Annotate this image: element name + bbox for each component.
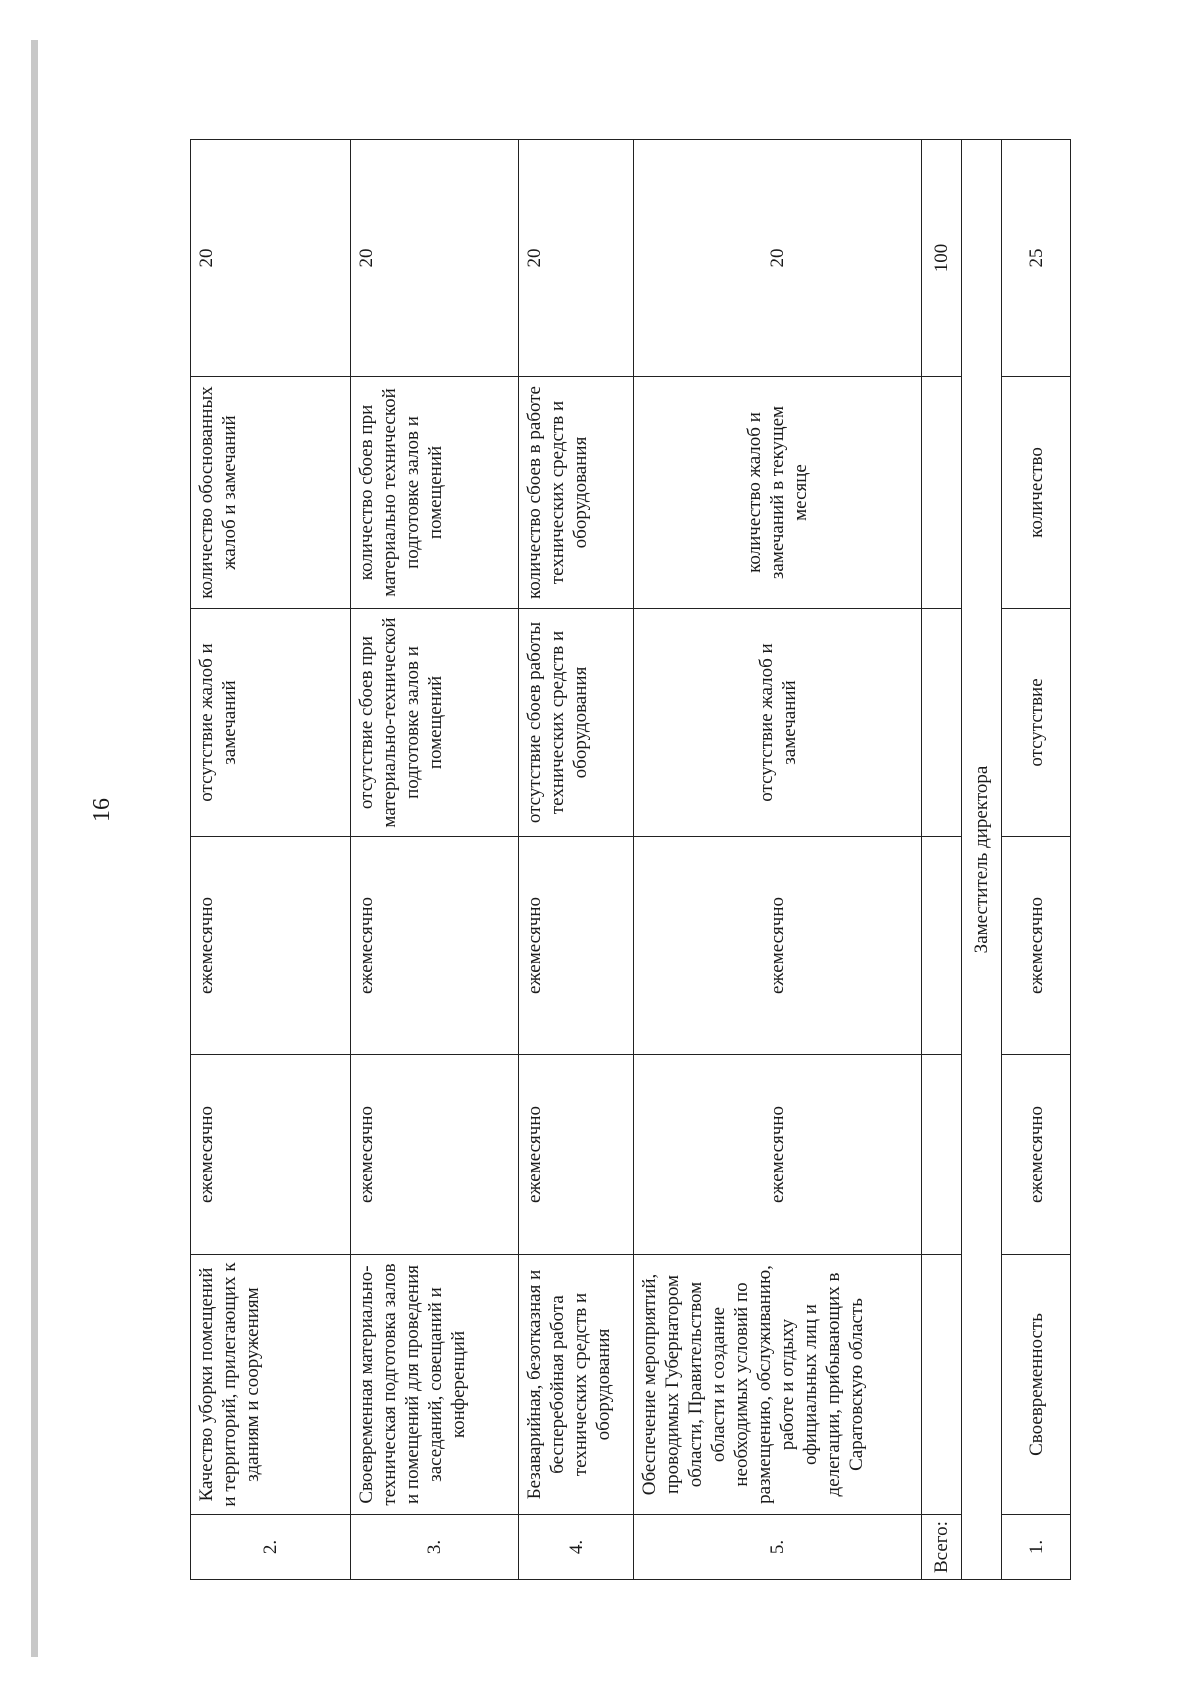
measure-cell: количество сбоев в работе технических средств и оборудования xyxy=(519,377,634,609)
measure-cell: количество сбоев при материально технической подготовке залов и помещений xyxy=(351,377,519,609)
frequency-cell: ежемесячно xyxy=(634,837,922,1055)
points-cell: 20 xyxy=(191,140,351,377)
frequency-cell: ежемесячно xyxy=(191,837,351,1055)
criterion-cell: отсутствие жалоб и замечаний xyxy=(634,609,922,837)
table-row xyxy=(351,140,519,1580)
criterion-cell: отсутствие сбоев при материально-технической подготовке залов и помещений xyxy=(351,609,519,837)
empty-cell xyxy=(922,1255,962,1515)
row-number: 5. xyxy=(634,1515,922,1580)
indicator-cell: Безаварийная, безотказная и бесперебойная работа технических средств и оборудования xyxy=(519,1255,634,1515)
scan-edge xyxy=(31,40,38,1657)
criterion-cell: отсутствие сбоев работы технических средств и оборудования xyxy=(519,609,634,837)
table-row xyxy=(634,140,922,1580)
frequency-cell: ежемесячно xyxy=(351,837,519,1055)
frequency-cell: ежемесячно xyxy=(1002,837,1071,1055)
table-row xyxy=(191,140,351,1580)
criterion-cell: отсутствие xyxy=(1002,609,1071,837)
indicator-cell: Своевременная материально-техническая подготовка залов и помещений для проведения заседаний, совещаний и конференций xyxy=(351,1255,519,1515)
section-row xyxy=(962,140,1002,1580)
measure-cell: количество обоснованных жалоб и замечаний xyxy=(191,377,351,609)
table-row xyxy=(1002,140,1071,1580)
rotated-table xyxy=(190,140,1070,1580)
section-title: Заместитель директора xyxy=(962,140,1002,1580)
table-row xyxy=(519,140,634,1580)
page-number: 16 xyxy=(89,798,115,822)
row-number: 3. xyxy=(351,1515,519,1580)
row-number: 1. xyxy=(1002,1515,1071,1580)
row-number: 4. xyxy=(519,1515,634,1580)
total-row xyxy=(922,140,962,1580)
frequency-cell: ежемесячно xyxy=(519,837,634,1055)
period-cell: ежемесячно xyxy=(634,1055,922,1255)
empty-cell xyxy=(922,377,962,609)
total-points: 100 xyxy=(922,140,962,377)
points-cell: 20 xyxy=(351,140,519,377)
period-cell: ежемесячно xyxy=(1002,1055,1071,1255)
period-cell: ежемесячно xyxy=(351,1055,519,1255)
indicator-cell: Обеспечение мероприятий, проводимых Губернатором области, Правительством области и создание необходимых условий по размещению, обслуживанию, работе и отдыху официальных лиц и делегации, прибывающих в Саратовскую область xyxy=(634,1255,922,1515)
empty-cell xyxy=(922,837,962,1055)
total-label: Всего: xyxy=(922,1515,962,1580)
indicator-cell: Своевременность xyxy=(1002,1255,1071,1515)
kpi-table xyxy=(190,139,1071,1580)
points-cell: 25 xyxy=(1002,140,1071,377)
period-cell: ежемесячно xyxy=(519,1055,634,1255)
measure-cell: количество жалоб и замечаний в текущем месяце xyxy=(634,377,922,609)
measure-cell: количество xyxy=(1002,377,1071,609)
empty-cell xyxy=(922,1055,962,1255)
points-cell: 20 xyxy=(519,140,634,377)
row-number: 2. xyxy=(191,1515,351,1580)
period-cell: ежемесячно xyxy=(191,1055,351,1255)
criterion-cell: отсутствие жалоб и замечаний xyxy=(191,609,351,837)
points-cell: 20 xyxy=(634,140,922,377)
empty-cell xyxy=(922,609,962,837)
indicator-cell: Качество уборки помещений и территорий, прилегающих к зданиям и сооружениям xyxy=(191,1255,351,1515)
